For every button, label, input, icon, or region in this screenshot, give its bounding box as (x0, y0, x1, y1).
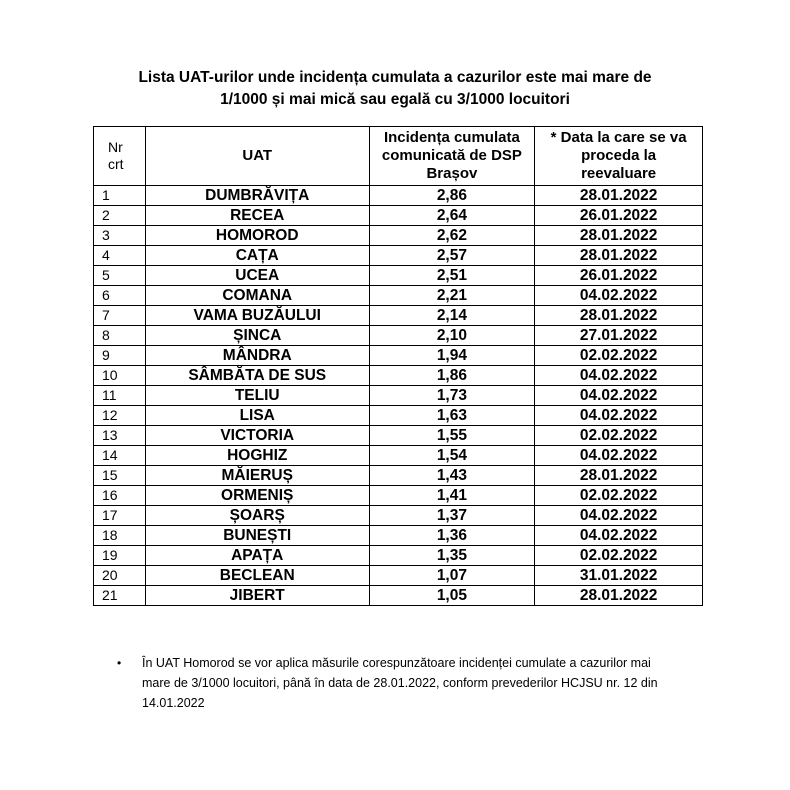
row-date: 04.02.2022 (535, 386, 703, 406)
table-row (94, 566, 703, 586)
row-uat: HOGHIZ (145, 446, 369, 466)
table-row (94, 486, 703, 506)
uat-incidence-table (93, 126, 703, 606)
row-uat: LISA (145, 406, 369, 426)
row-incidence: 1,73 (369, 386, 535, 406)
header-nr-crt (94, 127, 146, 186)
header-uat (145, 127, 369, 186)
row-date: 28.01.2022 (535, 186, 703, 206)
table-row (94, 426, 703, 446)
row-nr: 6 (94, 286, 146, 306)
header-incidence-line-1: Incidența cumulata (383, 129, 520, 146)
row-nr: 4 (94, 246, 146, 266)
row-nr: 21 (94, 586, 146, 606)
row-uat: ORMENIȘ (145, 486, 369, 506)
row-uat: ȘINCA (145, 326, 369, 346)
row-uat: COMANA (145, 286, 369, 306)
footnote-text: În UAT Homorod se vor aplica măsurile corespunzătoare incidenței cumulate a cazurilor mai mare de 3/1000 locuitori, până în data de 28.01.2022, conform prevederilor HCJSU nr. 12 din 14.01.2022 (142, 656, 658, 710)
row-date: 04.02.2022 (535, 506, 703, 526)
table-row (94, 246, 703, 266)
row-date: 26.01.2022 (535, 206, 703, 226)
row-nr: 20 (94, 566, 146, 586)
table-row (94, 506, 703, 526)
row-date: 31.01.2022 (535, 566, 703, 586)
row-date: 28.01.2022 (535, 306, 703, 326)
row-uat: BUNEȘTI (145, 526, 369, 546)
header-nr-line-1: Nr (108, 139, 123, 155)
table-row (94, 186, 703, 206)
row-incidence: 1,55 (369, 426, 535, 446)
table-row (94, 366, 703, 386)
table-row (94, 206, 703, 226)
header-date-line-3: reevaluare (581, 165, 657, 182)
row-uat: SÂMBĂTA DE SUS (145, 366, 369, 386)
row-incidence: 1,41 (369, 486, 535, 506)
row-nr: 19 (94, 546, 146, 566)
row-nr: 15 (94, 466, 146, 486)
row-date: 04.02.2022 (535, 366, 703, 386)
row-nr: 18 (94, 526, 146, 546)
table-row (94, 526, 703, 546)
row-date: 28.01.2022 (535, 226, 703, 246)
row-nr: 2 (94, 206, 146, 226)
table-row (94, 406, 703, 426)
row-incidence: 2,14 (369, 306, 535, 326)
row-incidence: 2,64 (369, 206, 535, 226)
row-date: 27.01.2022 (535, 326, 703, 346)
table-row (94, 546, 703, 566)
row-incidence: 1,36 (369, 526, 535, 546)
row-incidence: 1,63 (369, 406, 535, 426)
table-row (94, 466, 703, 486)
row-nr: 3 (94, 226, 146, 246)
row-uat: VICTORIA (145, 426, 369, 446)
row-uat: UCEA (145, 266, 369, 286)
row-uat: DUMBRĂVIȚA (145, 186, 369, 206)
table-row (94, 266, 703, 286)
row-nr: 17 (94, 506, 146, 526)
header-date-line-1: * Data la care se va (550, 129, 687, 146)
table-row (94, 446, 703, 466)
row-nr: 14 (94, 446, 146, 466)
row-nr: 1 (94, 186, 146, 206)
row-uat: MĂIERUȘ (145, 466, 369, 486)
table-row (94, 326, 703, 346)
row-nr: 8 (94, 326, 146, 346)
row-nr: 10 (94, 366, 146, 386)
header-incidence-line-3: Brașov (426, 165, 478, 182)
row-incidence: 2,21 (369, 286, 535, 306)
header-date-line-2: proceda la (581, 147, 657, 164)
row-incidence: 1,86 (369, 366, 535, 386)
row-date: 04.02.2022 (535, 406, 703, 426)
row-date: 02.02.2022 (535, 486, 703, 506)
row-nr: 7 (94, 306, 146, 326)
row-uat: MÂNDRA (145, 346, 369, 366)
row-date: 04.02.2022 (535, 446, 703, 466)
row-date: 02.02.2022 (535, 546, 703, 566)
row-uat: APAȚA (145, 546, 369, 566)
row-incidence: 1,35 (369, 546, 535, 566)
footnote (117, 653, 677, 713)
header-nr-line-2: crt (108, 156, 124, 172)
row-incidence: 1,43 (369, 466, 535, 486)
row-date: 02.02.2022 (535, 426, 703, 446)
row-nr: 11 (94, 386, 146, 406)
row-uat: CAȚA (145, 246, 369, 266)
row-nr: 16 (94, 486, 146, 506)
row-incidence: 2,51 (369, 266, 535, 286)
table-row (94, 346, 703, 366)
table-row (94, 286, 703, 306)
row-uat: JIBERT (145, 586, 369, 606)
row-date: 28.01.2022 (535, 466, 703, 486)
row-uat: BECLEAN (145, 566, 369, 586)
row-uat: VAMA BUZĂULUI (145, 306, 369, 326)
row-uat: RECEA (145, 206, 369, 226)
row-uat: ȘOARȘ (145, 506, 369, 526)
table-row (94, 586, 703, 606)
bullet-icon: • (117, 656, 122, 670)
row-nr: 13 (94, 426, 146, 446)
document-title (60, 67, 730, 111)
header-reevaluation-date (535, 127, 703, 186)
row-date: 28.01.2022 (535, 246, 703, 266)
row-date: 04.02.2022 (535, 526, 703, 546)
row-incidence: 2,10 (369, 326, 535, 346)
row-nr: 12 (94, 406, 146, 426)
header-incidence-line-2: comunicată de DSP (381, 147, 522, 164)
row-uat: TELIU (145, 386, 369, 406)
table-row (94, 226, 703, 246)
row-incidence: 1,37 (369, 506, 535, 526)
row-incidence: 1,05 (369, 586, 535, 606)
row-date: 26.01.2022 (535, 266, 703, 286)
row-incidence: 2,86 (369, 186, 535, 206)
row-incidence: 1,07 (369, 566, 535, 586)
header-uat-label: UAT (242, 147, 273, 164)
row-incidence: 2,62 (369, 226, 535, 246)
table-header-row (94, 127, 703, 186)
table-row (94, 306, 703, 326)
row-incidence: 2,57 (369, 246, 535, 266)
document-title-line-2: 1/1000 și mai mică sau egală cu 3/1000 locuitori (220, 91, 570, 108)
row-date: 04.02.2022 (535, 286, 703, 306)
row-nr: 5 (94, 266, 146, 286)
row-date: 28.01.2022 (535, 586, 703, 606)
header-incidence (369, 127, 535, 186)
row-uat: HOMOROD (145, 226, 369, 246)
row-incidence: 1,94 (369, 346, 535, 366)
row-date: 02.02.2022 (535, 346, 703, 366)
document-title-line-1: Lista UAT-urilor unde incidența cumulata a cazurilor este mai mare de (138, 69, 652, 86)
table-row (94, 386, 703, 406)
row-nr: 9 (94, 346, 146, 366)
row-incidence: 1,54 (369, 446, 535, 466)
